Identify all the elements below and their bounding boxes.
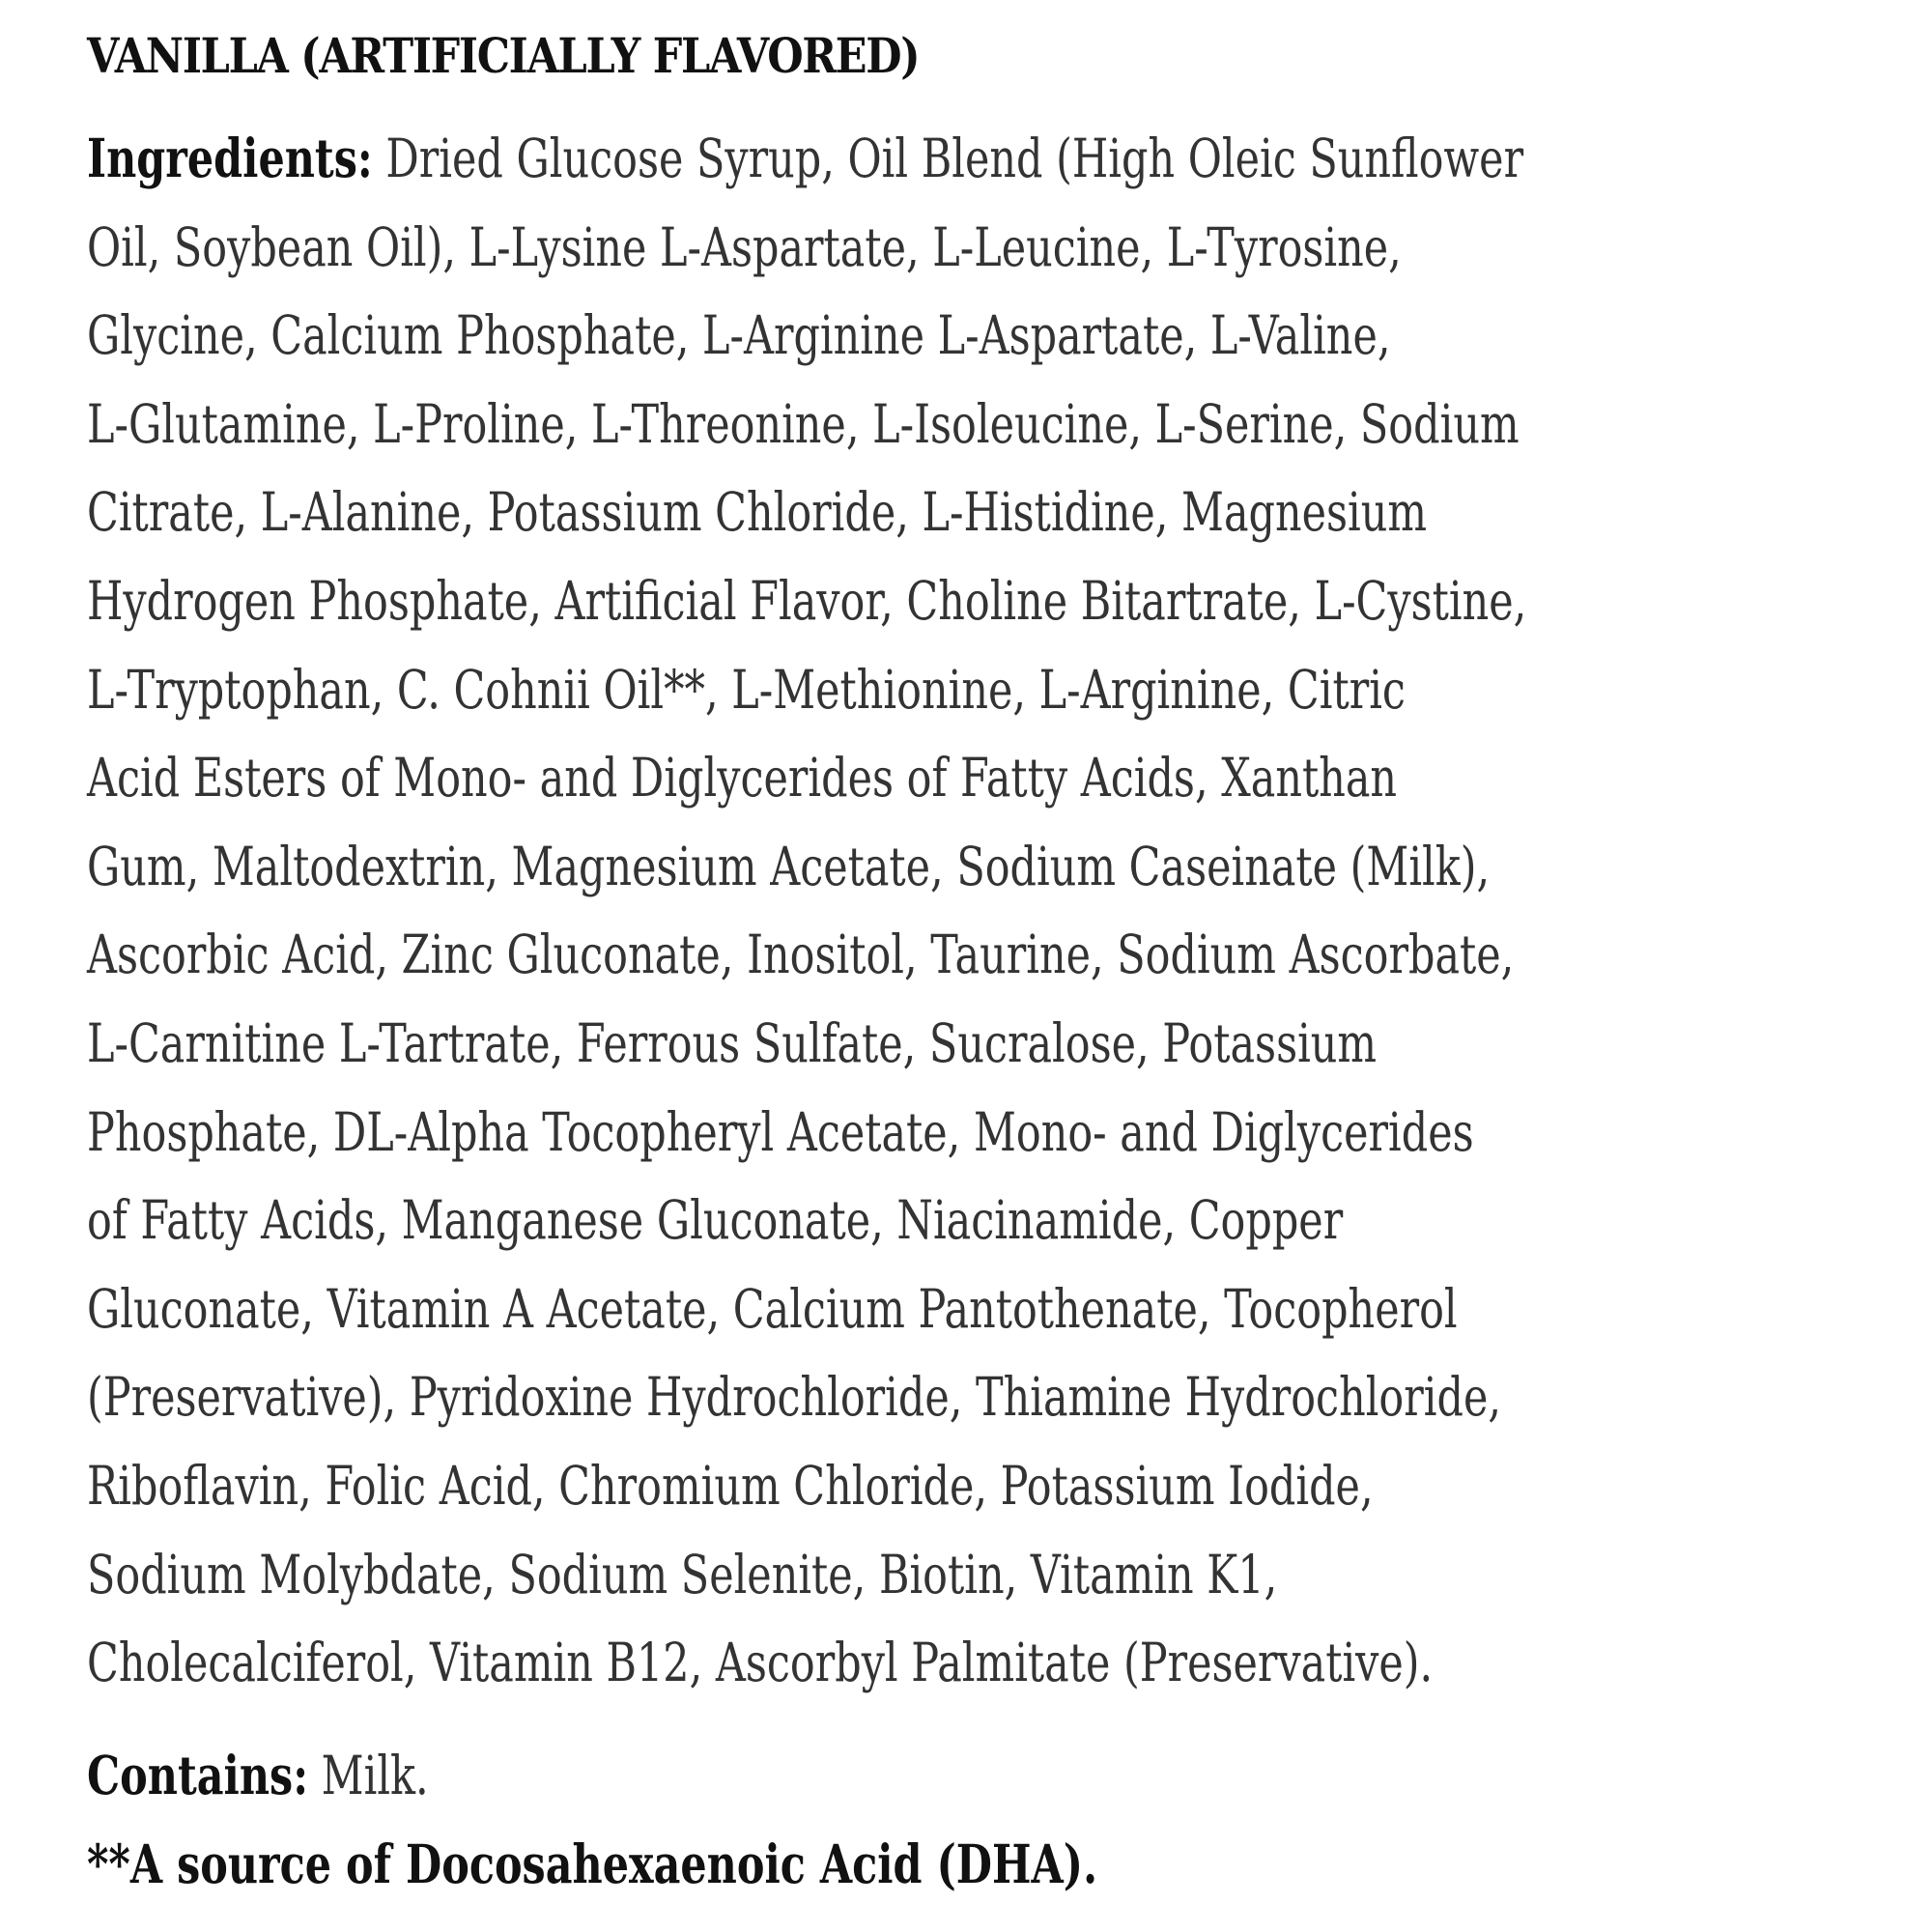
ingredients-line: Gum, Maltodextrin, Magnesium Acetate, Sodium Caseinate (Milk), <box>87 835 1491 897</box>
ingredients-line: Oil, Soybean Oil), L-Lysine L-Aspartate, L-Leucine, L-Tyrosine, <box>87 215 1402 278</box>
ingredients-line: Hydrogen Phosphate, Artificial Flavor, Choline Bitartrate, L-Cystine, <box>87 569 1527 632</box>
ingredients-line: Acid Esters of Mono- and Diglycerides of Fatty Acids, Xanthan <box>87 747 1398 810</box>
ingredient-label-document <box>87 19 1903 1909</box>
ingredients-line: of Fatty Acids, Manganese Gluconate, Niacinamide, Copper <box>87 1189 1344 1252</box>
allergen-value: Milk. <box>308 1744 429 1806</box>
ingredients-line: Gluconate, Vitamin A Acetate, Calcium Pantothenate, Tocopherol <box>87 1277 1458 1340</box>
ingredients-line: L-Glutamine, L-Proline, L-Threonine, L-Isoleucine, L-Serine, Sodium <box>87 392 1520 455</box>
ingredients-line: Cholecalciferol, Vitamin B12, Ascorbyl Palmitate (Preservative). <box>87 1632 1434 1694</box>
ingredients-line: Ascorbic Acid, Zinc Gluconate, Inositol, Taurine, Sodium Ascorbate, <box>87 923 1515 986</box>
ingredients-label: Ingredients: <box>87 127 373 189</box>
ingredients-line: Sodium Molybdate, Sodium Selenite, Biotin, Vitamin K1, <box>87 1543 1278 1605</box>
ingredients-paragraph <box>87 114 1925 1909</box>
flavor-heading: VANILLA (ARTIFICIALLY FLAVORED) <box>87 27 920 84</box>
ingredients-line: Glycine, Calcium Phosphate, L-Arginine L-Aspartate, L-Valine, <box>87 304 1391 367</box>
contains-label: Contains: <box>87 1743 309 1806</box>
ingredients-line: Citrate, L-Alanine, Potassium Chloride, L-Histidine, Magnesium <box>87 481 1428 544</box>
contains-statement <box>87 1731 1925 1821</box>
ingredients-line: L-Carnitine L-Tartrate, Ferrous Sulfate, Sucralose, Potassium <box>87 1011 1378 1074</box>
ingredients-line: Riboflavin, Folic Acid, Chromium Chloride, Potassium Iodide, <box>87 1454 1374 1517</box>
ingredients-line: (Preservative), Pyridoxine Hydrochloride, Thiamine Hydrochloride, <box>87 1366 1501 1429</box>
ingredients-line: L-Tryptophan, C. Cohnii Oil**, L-Methionine, L-Arginine, Citric <box>87 658 1406 721</box>
dha-footnote: **A source of Docosahexaenoic Acid (DHA). <box>87 1833 1098 1896</box>
ingredients-line: Phosphate, DL-Alpha Tocopheryl Acetate, Mono- and Diglycerides <box>87 1100 1474 1163</box>
ingredients-line: Ingredients: Dried Glucose Syrup, Oil Blend (High Oleic Sunflower <box>87 127 1524 189</box>
